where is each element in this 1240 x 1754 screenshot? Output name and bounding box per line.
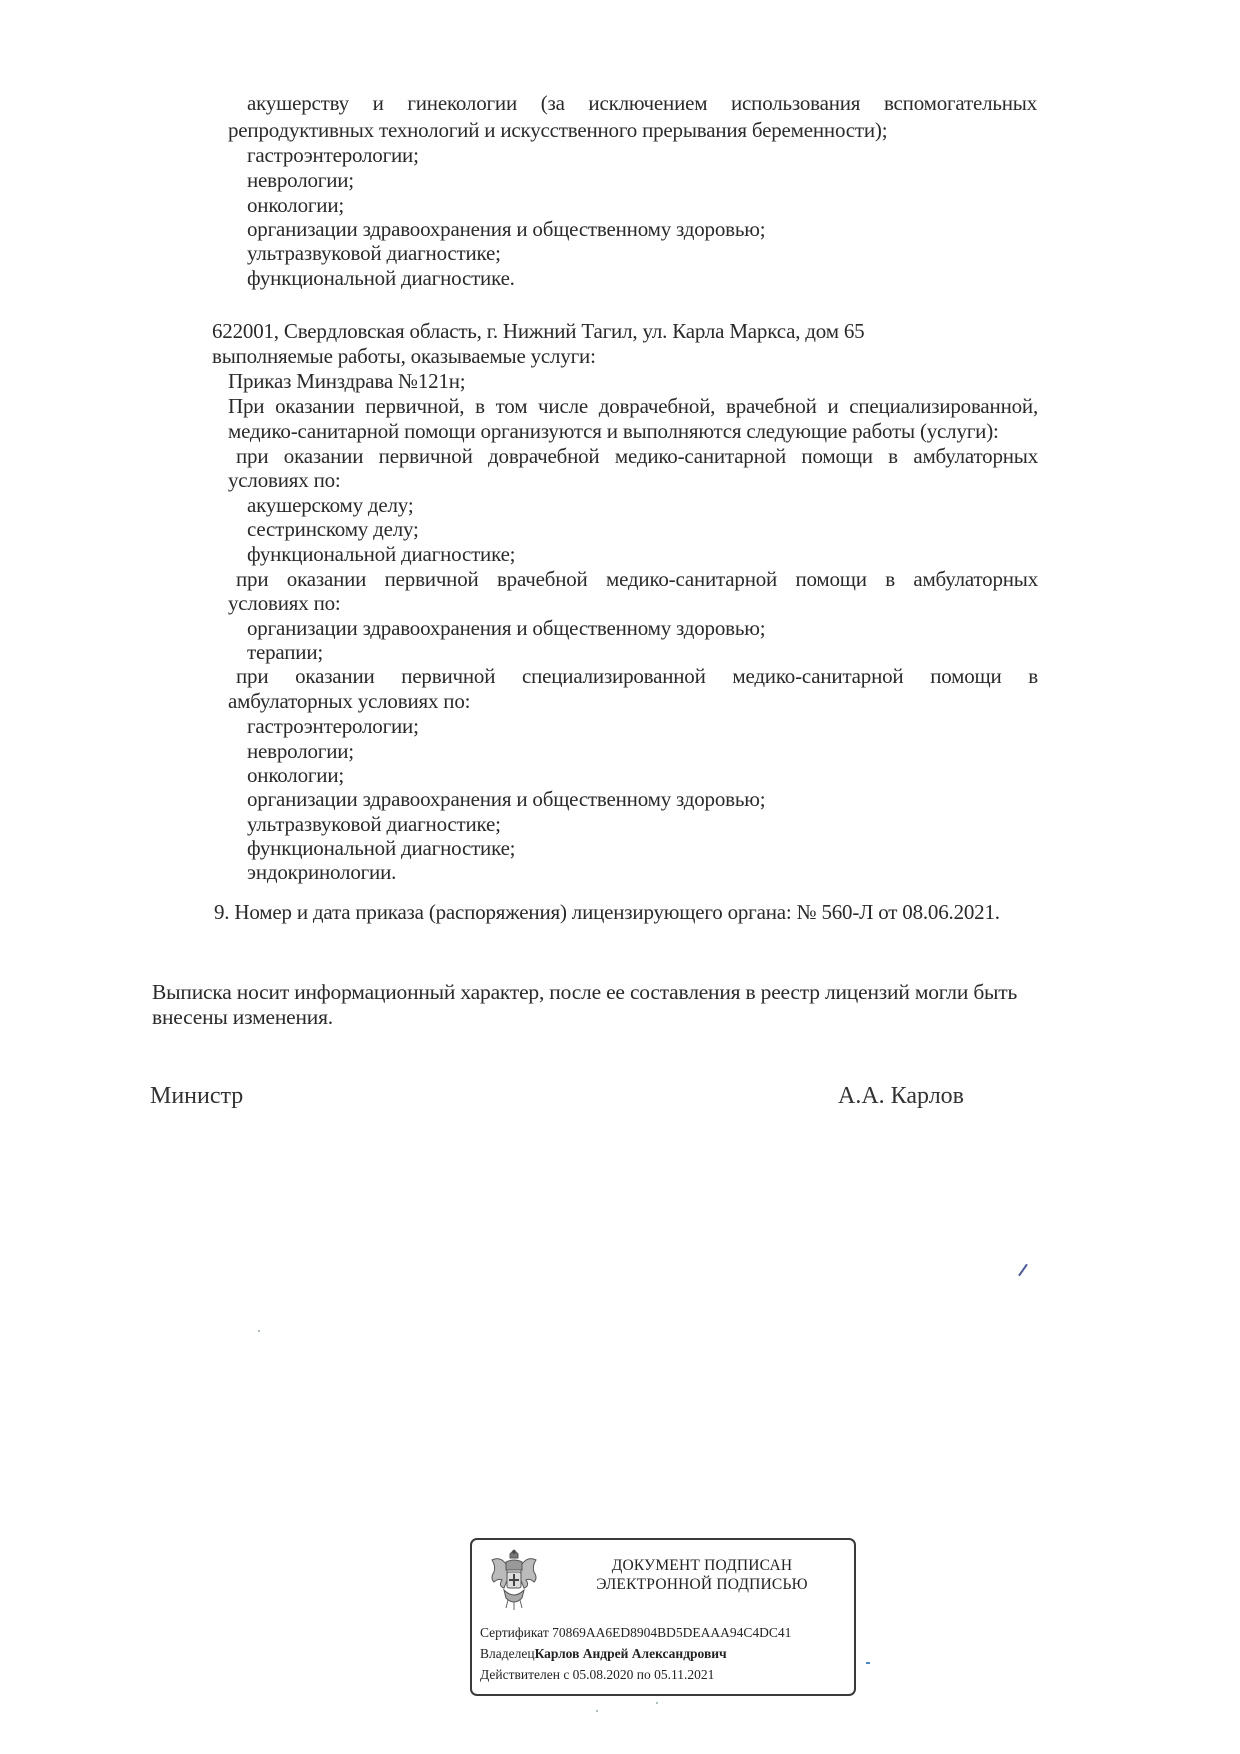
scan-speck xyxy=(866,1662,870,1664)
works-label: выполняемые работы, оказываемые услуги: xyxy=(212,344,596,368)
disclaimer-text: внесены изменения. xyxy=(152,1005,333,1029)
list-item: ультразвуковой диагностике; xyxy=(247,812,501,836)
list-item: организации здравоохранения и общественному здоровью; xyxy=(247,787,766,811)
text-line: акушерству и гинекологии (за исключением использования вспомогательных xyxy=(247,91,1037,115)
list-item: ультразвуковой диагностике; xyxy=(247,241,501,265)
owner-value: Карлов Андрей Александрович xyxy=(534,1646,727,1661)
signatory-title: Министр xyxy=(150,1083,244,1109)
list-item: функциональной диагностике. xyxy=(247,266,515,290)
list-item: функциональной диагностике; xyxy=(247,542,516,566)
list-item: гастроэнтерологии; xyxy=(247,143,419,167)
disclaimer-text: Выписка носит информационный характер, после ее составления в реестр лицензий могли быть xyxy=(152,980,1018,1004)
stamp-title-line: ДОКУМЕНТ ПОДПИСАН xyxy=(611,1557,793,1574)
russian-coat-of-arms-icon xyxy=(484,1548,544,1612)
list-item: терапии; xyxy=(247,640,323,664)
certificate-label: Сертификат xyxy=(480,1625,549,1640)
order-reference: Приказ Минздрава №121н; xyxy=(228,369,466,393)
list-item: неврологии; xyxy=(247,739,354,763)
list-item: организации здравоохранения и общественному здоровью; xyxy=(247,217,766,241)
list-item: эндокринологии. xyxy=(247,860,397,884)
owner-row xyxy=(480,1645,727,1663)
validity-row xyxy=(480,1666,714,1684)
pen-mark xyxy=(1018,1264,1028,1277)
scan-speck xyxy=(656,1702,658,1704)
group-heading: условиях по: xyxy=(228,591,341,615)
list-item: онкологии; xyxy=(247,763,345,787)
list-item: неврологии; xyxy=(247,168,354,192)
address: 622001, Свердловская область, г. Нижний Тагил, ул. Карла Маркса, дом 65 xyxy=(212,319,865,343)
group-heading: амбулаторных условиях по: xyxy=(228,689,471,713)
list-item: организации здравоохранения и общественному здоровью; xyxy=(247,616,766,640)
certificate-row xyxy=(480,1624,791,1642)
validity-label: Действителен xyxy=(480,1667,560,1682)
group-heading: условиях по: xyxy=(228,468,341,492)
license-order-line: 9. Номер и дата приказа (распоряжения) лицензирующего органа: № 560-Л от 08.06.2021. xyxy=(214,900,1000,924)
stamp-title-line: ЭЛЕКТРОННОЙ ПОДПИСЬЮ xyxy=(596,1576,808,1593)
list-item: сестринскому делу; xyxy=(247,517,419,541)
text-line: медико-санитарной помощи организуются и выполняются следующие работы (услуги): xyxy=(228,419,999,443)
group-heading: при оказании первичной врачебной медико-санитарной помощи в амбулаторных xyxy=(236,567,1038,591)
scan-speck xyxy=(258,1330,260,1332)
text-line: репродуктивных технологий и искусственного прерывания беременности); xyxy=(228,118,888,142)
stamp-title xyxy=(562,1556,842,1594)
list-item: онкологии; xyxy=(247,193,345,217)
scan-speck xyxy=(596,1710,598,1712)
owner-label: Владелец xyxy=(480,1646,535,1661)
certificate-value: 70869AA6ED8904BD5DEAAA94C4DC41 xyxy=(552,1625,792,1640)
list-item: гастроэнтерологии; xyxy=(247,714,419,738)
electronic-signature-stamp xyxy=(470,1538,856,1696)
list-item: функциональной диагностике; xyxy=(247,836,516,860)
signatory-name: А.А. Карлов xyxy=(838,1083,964,1109)
text-line: При оказании первичной, в том числе доврачебной, врачебной и специализированной, xyxy=(228,394,1038,418)
group-heading: при оказании первичной специализированной медико-санитарной помощи в xyxy=(236,664,1038,688)
validity-value: с 05.08.2020 по 05.11.2021 xyxy=(563,1667,715,1682)
list-item: акушерскому делу; xyxy=(247,493,414,517)
group-heading: при оказании первичной доврачебной медико-санитарной помощи в амбулаторных xyxy=(236,444,1038,468)
